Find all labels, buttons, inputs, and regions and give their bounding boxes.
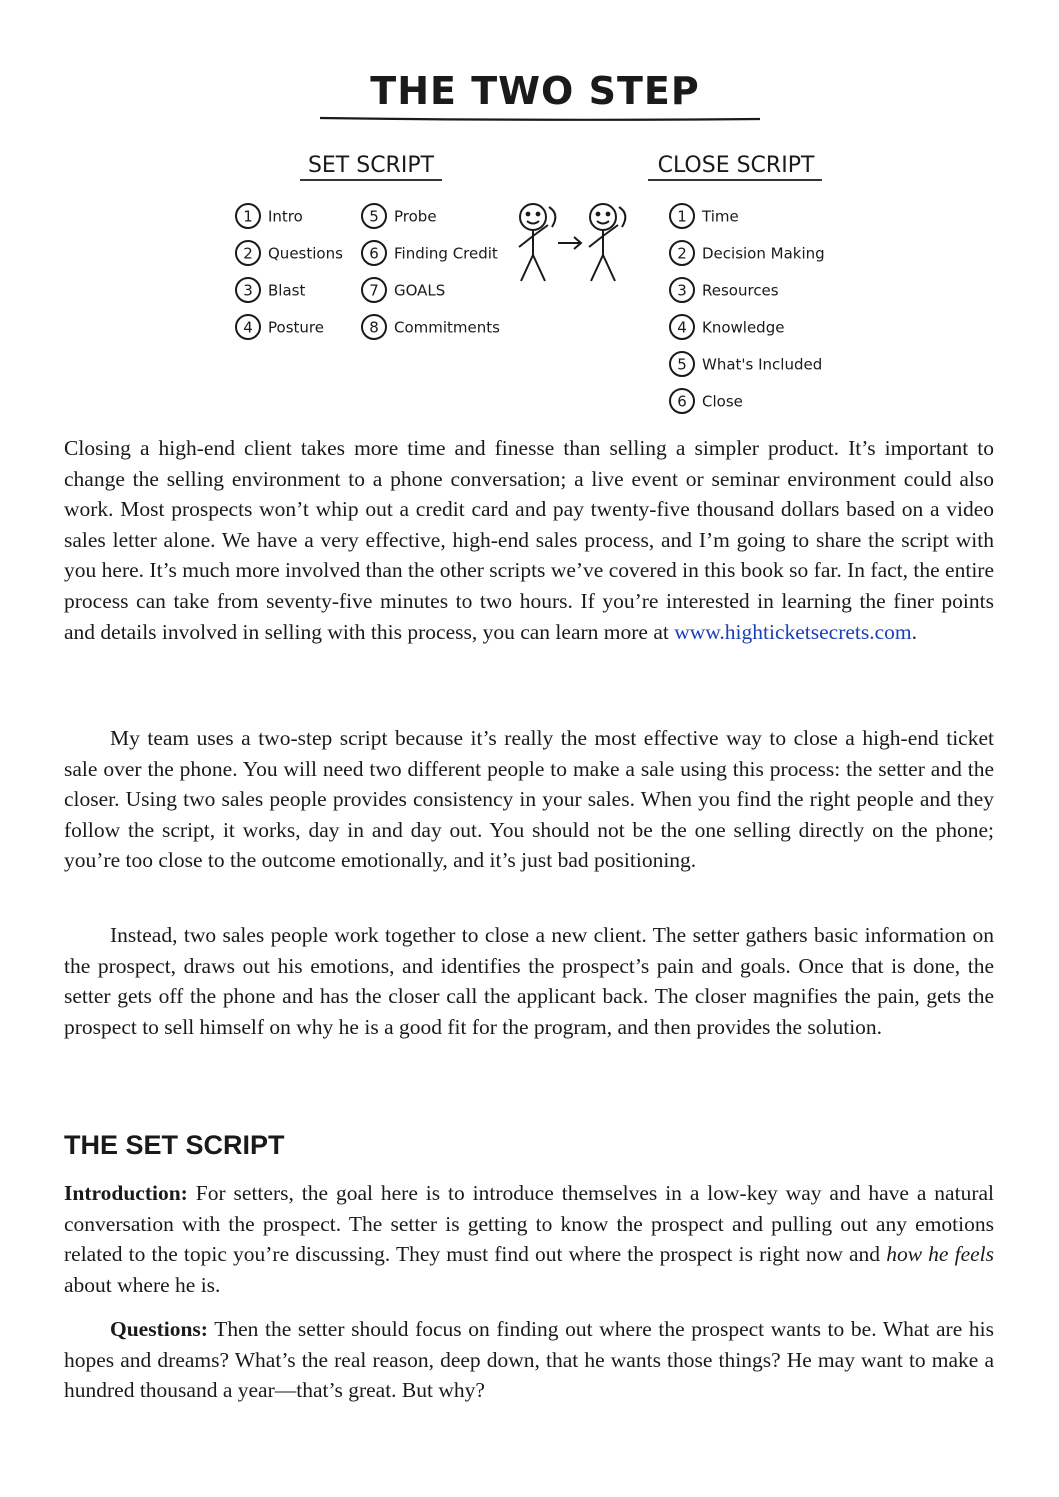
item-number: 4 [243,318,253,337]
item-number: 4 [677,318,687,337]
item-label: Resources [702,281,779,300]
two-step-paragraph [64,723,994,876]
close-script-heading: CLOSE SCRIPT [657,153,815,178]
section-heading: THE SET SCRIPT [64,1130,285,1160]
set-script-item [236,278,305,302]
item-label: Commitments [394,318,500,337]
set-script-item [362,278,445,302]
item-label: Posture [268,318,324,337]
item-label: Blast [268,281,306,300]
item-number: 8 [369,318,379,337]
close-script-item [670,204,739,228]
two-step-diagram [0,0,1059,420]
two-step-text: My team uses a two-step script because it’s really the most effective way to close a high-end ticket sale over the phone. You will need two different people to make a sale using this process: the setter and the closer. Using two sales people provides consistency in your sales. When you find the right people and they follow the script, it works, day in and day out. You should not be the one selling directly on the phone; you’re too close to the outcome emotionally, and it’s just bad positioning. [64,726,994,873]
closer-figure-icon [589,204,625,281]
setter-closer-text: Instead, two sales people work together to close a new client. The setter gathers basic information on the prospect, draws out his emotions, and identifies the prospect’s pain and goals. Once that is done, the setter gets off the phone and has the closer call the applicant back. The closer magnifies the pain, gets the prospect to sell himself on why he is a good fit for the program, and then provides the solution. [64,923,994,1039]
item-number: 1 [243,207,253,226]
set-script-item [362,204,437,228]
set-script-item [236,204,303,228]
close-script-item [670,278,779,302]
item-label: Close [702,392,743,411]
item-number: 5 [369,207,379,226]
diagram-title: THE TWO STEP [370,69,700,113]
item-label: Knowledge [702,318,785,337]
set-script-item [362,315,500,339]
item-number: 3 [243,281,253,300]
item-label: Probe [394,207,437,226]
close-script-item [670,389,743,413]
questions-label: Questions: [110,1317,208,1341]
item-label: Finding Credit [394,244,498,263]
intro-text-end: . [911,619,918,644]
item-label: Time [702,207,739,226]
setter-closer-paragraph [64,920,994,1042]
item-number: 2 [243,244,253,263]
set-script-item [362,241,498,265]
questions-text: Then the setter should focus on finding out where the prospect wants to be. What are his hopes and dreams? What’s the real reason, deep down, that he wants those things? He may want to make a hundred thousand a year—that’s great. But why? [64,1317,994,1403]
introduction-text-b: about where he is. [64,1272,221,1297]
item-label: Questions [268,244,343,263]
intro-paragraph [64,433,994,647]
item-label: Decision Making [702,244,825,263]
introduction-label: Introduction: [64,1181,188,1205]
item-number: 6 [369,244,379,263]
close-script-list [670,204,825,413]
item-number: 1 [677,207,687,226]
set-script-item [236,315,324,339]
diagram-svg [0,0,1059,420]
item-label: GOALS [394,281,446,300]
item-number: 6 [677,392,687,411]
arrow-icon [558,237,581,249]
title-underline [320,118,760,120]
item-number: 5 [677,355,687,374]
item-label: What's Included [702,355,823,374]
intro-text: Closing a high-end client takes more time and finesse than selling a simpler product. It’s important to change the selling environment to a phone conversation; a live event or seminar environment could also work. Most prospects won’t whip out a credit card and pay twenty-five thousand dollars based on a video sales letter alone. We have a very effective, high-end sales process, and I’m going to share the script with you here. It’s much more involved than the other scripts we’ve covered in this book so far. In fact, the entire process can take from seventy-five minutes to two hours. If you’re interested in learning the finer points and details involved in selling with this process, you can learn more at [64,436,994,644]
setter-figure-icon [519,204,555,281]
close-script-item [670,352,822,376]
set-script-list [236,204,500,339]
high-ticket-link[interactable]: www.highticketsecrets.com [674,619,912,644]
item-number: 7 [369,281,379,300]
item-label: Intro [268,207,303,226]
introduction-paragraph [64,1178,994,1300]
close-script-item [670,315,784,339]
item-number: 3 [677,281,687,300]
set-script-item [236,241,343,265]
questions-paragraph [64,1314,994,1406]
item-number: 2 [677,244,687,263]
close-script-item [670,241,825,265]
set-script-heading: SET SCRIPT [307,153,435,178]
introduction-emphasis: how he feels [886,1242,994,1267]
introduction-text-a: For setters, the goal here is to introduce themselves in a low-key way and have a natural conversation with the prospect. The setter is getting to know the prospect and pulling out any emotions related to the topic you’re discussing. They must find out where the prospect is right now and [64,1181,994,1267]
